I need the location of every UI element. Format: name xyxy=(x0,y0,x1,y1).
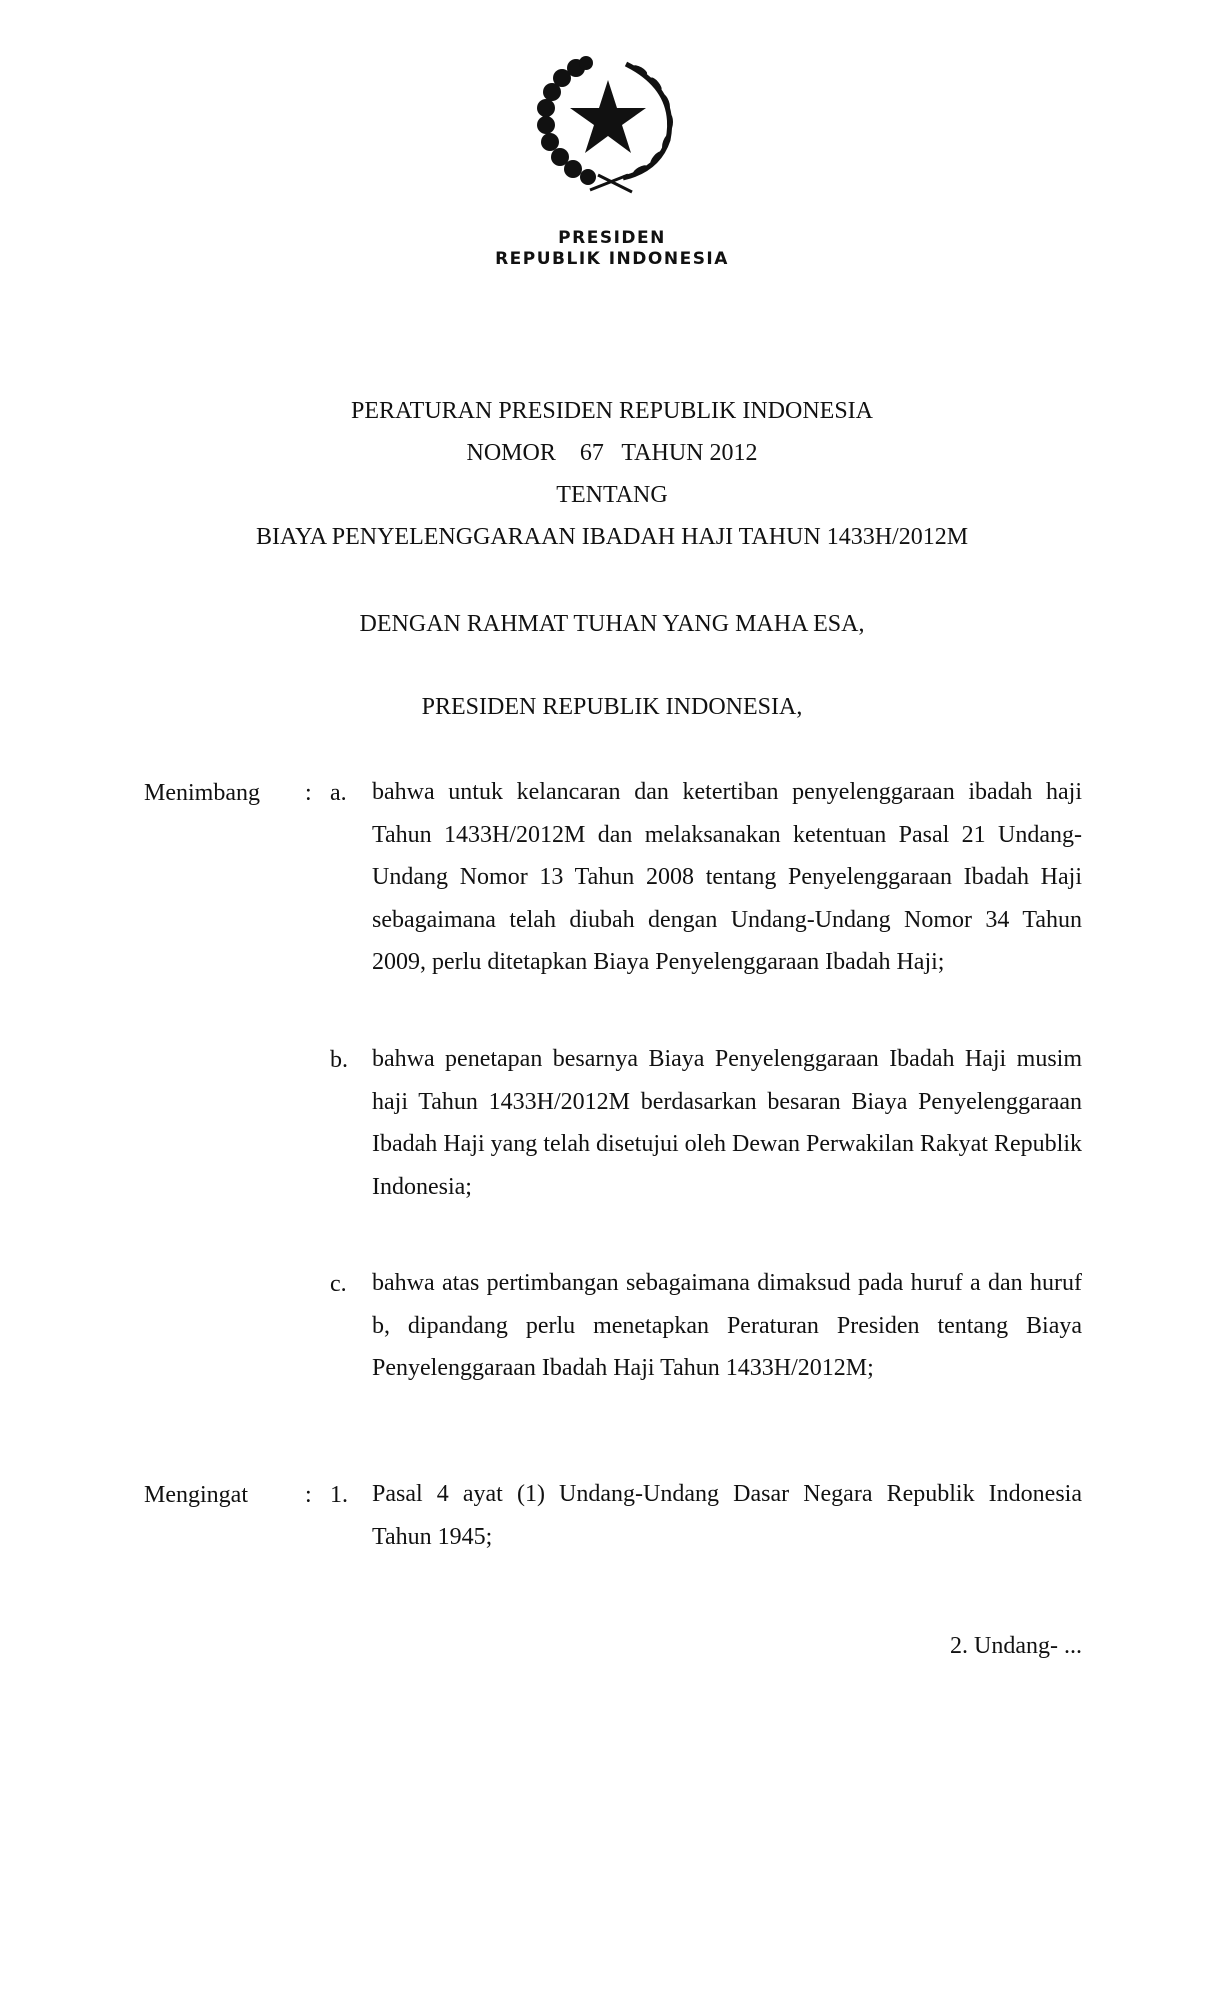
letterhead-line2: REPUBLIK INDONESIA xyxy=(495,249,729,269)
item-marker: b. xyxy=(330,1047,348,1073)
preamble-rahmat: DENGAN RAHMAT TUHAN YANG MAHA ESA, xyxy=(359,611,865,637)
menimbang-label: Menimbang xyxy=(144,780,260,806)
regulation-tentang: TENTANG xyxy=(556,482,668,508)
legal-basis-text: Pasal 4 ayat (1) Undang-Undang Dasar Negara Republik Indonesia Tahun 1945; xyxy=(372,1481,1082,1550)
regulation-title: PERATURAN PRESIDEN REPUBLIK INDONESIA xyxy=(350,398,874,424)
menimbang-colon: : xyxy=(305,780,312,806)
regulation-subject: BIAYA PENYELENGGARAAN IBADAH HAJI TAHUN 1433H/2012M xyxy=(255,524,969,550)
item-marker: c. xyxy=(330,1271,347,1297)
item-marker: a. xyxy=(330,780,347,806)
preamble-president: PRESIDEN REPUBLIK INDONESIA, xyxy=(421,694,803,720)
presidential-emblem xyxy=(528,50,688,200)
item-marker: 1. xyxy=(330,1482,348,1508)
page-continuation: 2. Undang- ... xyxy=(950,1633,1082,1659)
consideration-text: bahwa penetapan besarnya Biaya Penyelenggaraan Ibadah Haji musim haji Tahun 1433H/2012M berdasarkan besaran Biaya Penyelenggaraan Ibadah Haji yang telah disetujui oleh Dewan Perwakilan Rakyat Republik Indonesia; xyxy=(372,1046,1082,1200)
regulation-number: NOMOR 67 TAHUN 2012 xyxy=(466,440,758,466)
consideration-text: bahwa untuk kelancaran dan ketertiban penyelenggaraan ibadah haji Tahun 1433H/2012M dan melaksanakan ketentuan Pasal 21 Undang-Undang Nomor 13 Tahun 2008 tentang Penyelenggaraan Ibadah Haji sebagaimana telah diubah dengan Undang-Undang Nomor 34 Tahun 2009, perlu ditetapkan Biaya Penyelenggaraan Ibadah Haji; xyxy=(372,779,1082,975)
mengingat-label: Mengingat xyxy=(144,1482,248,1508)
consideration-text: bahwa atas pertimbangan sebagaimana dimaksud pada huruf a dan huruf b, dipandang perlu menetapkan Peraturan Presiden tentang Biaya Penyelenggaraan Ibadah Haji Tahun 1433H/2012M; xyxy=(372,1270,1082,1381)
letterhead-line1: PRESIDEN xyxy=(558,228,666,248)
mengingat-colon: : xyxy=(305,1482,312,1508)
